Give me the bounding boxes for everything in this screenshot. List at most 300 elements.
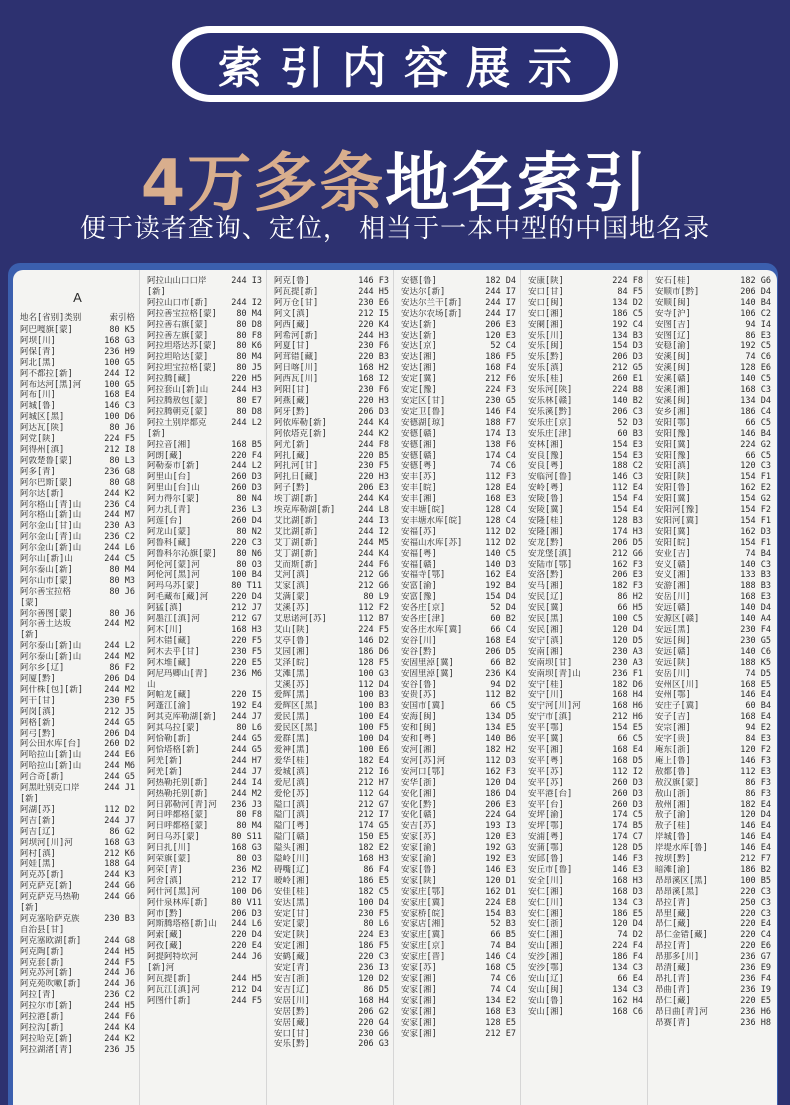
place-name: 阿尔乡[辽] [20, 663, 65, 674]
grid-reference: 162 D1 [485, 886, 516, 897]
index-entry [655, 451, 771, 462]
place-name: 艾河[滇] [274, 570, 310, 581]
index-entry [274, 461, 389, 472]
grid-reference: 236 C2 [104, 532, 135, 543]
place-name: [新] [147, 286, 166, 297]
grid-reference: 212 I5 [358, 308, 389, 319]
place-name: 安民[冀] [528, 603, 564, 614]
grid-reference: 212 G7 [358, 799, 389, 810]
index-entry [147, 887, 262, 898]
index-entry [528, 396, 643, 407]
index-entry [274, 309, 389, 320]
index-entry [274, 1039, 389, 1050]
place-name: 安顺[闽] [655, 297, 691, 308]
grid-reference: 244 J6 [104, 968, 135, 979]
index-entry [655, 505, 771, 516]
grid-reference: 182 D6 [612, 679, 643, 690]
index-entry [147, 789, 262, 800]
place-name: 安阳[皖] [655, 537, 691, 548]
place-name: 阿荣旗[蒙] [147, 854, 192, 865]
place-name: 艾而斯[新] [274, 559, 319, 570]
grid-reference: 206 E3 [485, 799, 516, 810]
grid-reference: 146 E4 [740, 832, 771, 843]
grid-reference: 112 B7 [358, 614, 389, 625]
place-name: 安和[粤] [401, 734, 437, 745]
grid-reference: 206 D5 [485, 646, 516, 657]
place-name: 安溪[赣] [655, 374, 691, 385]
place-name: 安口[甘] [274, 1028, 310, 1039]
grid-reference: 193 I3 [485, 821, 516, 832]
grid-reference: 212 F6 [485, 374, 516, 385]
index-entry [147, 614, 262, 625]
place-name: 阿拉善宝拉格[蒙] [147, 308, 217, 319]
grid-reference: 212 H7 [358, 777, 389, 788]
place-name: 阿拉腾朝克[蒙] [147, 406, 209, 417]
place-name: 安乐庄[京] [528, 417, 573, 428]
index-entry [20, 750, 135, 761]
index-entry [528, 451, 643, 462]
place-name: 安河口[鄂] [401, 766, 446, 777]
place-name: 隘头[湘] [274, 843, 310, 854]
place-name: 安邱[鲁] [528, 854, 564, 865]
grid-reference: 212 G6 [612, 548, 643, 559]
index-entry [147, 669, 262, 680]
index-entry [655, 483, 771, 494]
index-entry [20, 630, 135, 641]
index-entry [20, 968, 135, 979]
place-name: 阿哈拉山[新]山 [20, 761, 82, 772]
place-name: 安家[陕] [401, 875, 437, 886]
index-entry [655, 745, 771, 756]
column-header-label: 索引格 [109, 313, 135, 323]
header-title: 索引内容展示 [180, 33, 610, 95]
grid-reference: 112 F2 [358, 603, 389, 614]
index-entry [401, 287, 516, 298]
grid-reference: 112 G4 [358, 788, 389, 799]
place-name: 安溪[闽] [655, 352, 691, 363]
index-entry [655, 352, 771, 363]
place-name: 安各庄[京] [401, 603, 446, 614]
place-name: 敖都[鲁] [655, 766, 691, 777]
index-entry [20, 1023, 135, 1034]
index-entry [401, 625, 516, 636]
grid-reference: 80 D8 [236, 406, 262, 417]
grid-reference: 244 G5 [104, 717, 135, 728]
index-entry [20, 794, 135, 805]
grid-reference: 154 D4 [485, 592, 516, 603]
grid-reference: 192 C5 [740, 341, 771, 352]
grid-reference: 244 K4 [358, 494, 389, 505]
grid-reference: 74 C4 [490, 984, 516, 995]
index-entry [655, 1007, 771, 1018]
place-name: 安达尔农场[新] [401, 308, 463, 319]
place-name: 艾比湖[新] [274, 526, 319, 537]
index-entry [528, 287, 643, 298]
place-name: 安定[陕] [274, 930, 310, 941]
place-name: 阿合奇[新] [20, 772, 65, 783]
place-name: 安家庄[京] [401, 941, 446, 952]
grid-reference: 220 K4 [358, 319, 389, 330]
place-name: 阿尔山市[蒙] [20, 575, 73, 586]
grid-reference: 154 E5 [612, 723, 643, 734]
place-name: 安龙[黔] [528, 537, 564, 548]
place-name: 爱民[黑] [274, 712, 310, 723]
grid-reference: 168 I2 [358, 374, 389, 385]
grid-reference: 182 G6 [740, 276, 771, 286]
place-name: 安阳[冀] [655, 439, 691, 450]
place-name: 自治县[甘] [20, 924, 65, 935]
index-entry [147, 658, 262, 669]
place-name: 阿尔善图[蒙] [20, 608, 73, 619]
place-name: 爱神[黑] [274, 744, 310, 755]
place-name: 阿尔金山[青]山 [20, 532, 82, 543]
grid-reference: 146 F3 [612, 854, 643, 865]
grid-reference: 220 H3 [358, 395, 389, 406]
place-name: 阿娃[黑] [20, 859, 56, 870]
place-name: 安吉[苏] [401, 821, 437, 832]
index-entry [655, 756, 771, 767]
index-entry [528, 363, 643, 374]
place-name: 安丰[湘] [401, 494, 437, 505]
index-entry [147, 985, 262, 996]
place-name: 阿子[黔] [274, 483, 310, 494]
index-entry [528, 734, 643, 745]
index-entry [528, 440, 643, 451]
place-name: 埃丁湖[新] [274, 494, 319, 505]
grid-reference: 244 M2 [104, 619, 135, 630]
grid-reference: 224 F8 [612, 276, 643, 286]
index-entry [274, 483, 389, 494]
grid-reference: 244 E6 [104, 750, 135, 761]
grid-reference: 244 H5 [231, 974, 262, 984]
index-entry [655, 723, 771, 734]
place-name: 安良[粤] [528, 461, 564, 472]
grid-reference: 236 C4 [104, 499, 135, 510]
place-name: 昂仁[藏] [655, 995, 691, 1006]
place-name: 安义[湘] [655, 570, 691, 581]
grid-reference: 80 K6 [236, 341, 262, 352]
grid-reference: 212 D4 [231, 984, 262, 995]
place-name: 安口[闽] [528, 297, 564, 308]
grid-reference: 66 H5 [617, 603, 643, 614]
index-entry [274, 592, 389, 603]
grid-reference: 140 C5 [740, 374, 771, 385]
index-entry [655, 876, 771, 887]
grid-reference: 134 E2 [485, 995, 516, 1006]
place-name: 安坪[渝] [528, 810, 564, 821]
grid-reference: 206 D3 [358, 406, 389, 417]
grid-reference: 168 E3 [485, 1006, 516, 1017]
place-name: 阿达瓦[陕] [20, 423, 65, 434]
place-name: 安家桥[皖] [401, 908, 446, 919]
grid-reference: 220 H5 [231, 374, 262, 385]
grid-reference: 244 K4 [358, 548, 389, 559]
index-entry [655, 996, 771, 1007]
place-name: 安家[湘] [401, 1017, 437, 1028]
place-name: 隘门[赣] [274, 832, 310, 843]
place-name: 安化[赣] [401, 810, 437, 821]
grid-reference: 80 V11 [231, 897, 262, 908]
place-name: 艾思诺河[苏] [274, 614, 327, 625]
grid-reference: 212 I8 [104, 444, 135, 455]
place-name: 阿扎[藏] [274, 450, 310, 461]
grid-reference: 230 F5 [358, 908, 389, 919]
place-name: 安平[鄂] [528, 723, 564, 734]
index-entry [147, 876, 262, 887]
place-name: 安乐河[陕] [528, 385, 573, 396]
place-name: 阿伦河[蒙]河 [147, 559, 200, 570]
place-name: 阿拉[青] [20, 990, 56, 1001]
place-name: 隘门[滇] [274, 810, 310, 821]
index-entry [147, 341, 262, 352]
grid-reference: 140 B4 [740, 297, 771, 308]
grid-reference: 146 D2 [358, 635, 389, 646]
grid-reference: 74 B4 [745, 548, 771, 559]
grid-reference: 154 F1 [740, 515, 771, 526]
grid-reference: 146 F4 [485, 406, 516, 417]
place-name: 安福山水库[苏] [401, 537, 463, 548]
place-name: 安家[渝] [401, 854, 437, 865]
index-entry [655, 952, 771, 963]
grid-reference: 236 F1 [612, 668, 643, 679]
index-entry [274, 385, 389, 396]
place-name: 暧岭[湘] [274, 875, 310, 886]
index-entry [147, 734, 262, 745]
place-name: 昂昂溪[黑] [655, 886, 700, 897]
place-name: 安家[湘] [401, 1028, 437, 1039]
place-name: 艾丁湖[新] [274, 537, 319, 548]
index-entry [401, 963, 516, 974]
place-name: 安平[苏] [528, 777, 564, 788]
grid-reference: 220 B3 [358, 352, 389, 363]
place-name: 阿拉山口市[新] [147, 297, 209, 308]
index-entry [20, 652, 135, 663]
place-name: 安定[青] [274, 963, 310, 974]
index-entry [274, 581, 389, 592]
grid-reference: 100 E4 [358, 712, 389, 723]
index-entry [274, 603, 389, 614]
index-entry [147, 843, 262, 854]
grid-reference: 244 G5 [231, 734, 262, 745]
place-name: 阿什株[包][新] [20, 684, 83, 695]
place-name: 阿克萨克[新] [20, 881, 73, 892]
place-name: 阿保[青] [20, 346, 56, 357]
place-name: 阿图什[新] [147, 995, 192, 1006]
place-name: 安仁[湘] [528, 930, 564, 941]
grid-reference: 236 I3 [358, 963, 389, 974]
place-name: 岸堤水库[鲁] [655, 843, 708, 854]
place-name: 阿猛[滇] [147, 603, 183, 614]
place-name: 安宁[桂] [528, 679, 564, 690]
grid-reference: 244 I2 [231, 297, 262, 308]
place-name: 阿拉沟[新] [20, 1023, 65, 1033]
index-entry [528, 647, 643, 658]
grid-reference: 224 E8 [485, 897, 516, 908]
index-entry [655, 832, 771, 843]
index-entry [528, 745, 643, 756]
index-entry [401, 494, 516, 505]
index-entry [655, 472, 771, 483]
grid-reference: 236 G8 [104, 466, 135, 477]
grid-reference: 80 M4 [236, 308, 262, 319]
index-entry [147, 396, 262, 407]
index-entry [274, 418, 389, 429]
grid-reference: 236 H8 [740, 1017, 771, 1028]
place-name: 安沙[鄂] [528, 963, 564, 974]
place-name: 阿坝[川] [20, 335, 56, 346]
index-entry [655, 701, 771, 712]
place-name: 安全[川] [528, 875, 564, 886]
index-entry [274, 756, 389, 767]
index-entry [655, 429, 771, 440]
grid-reference: 100 D4 [358, 734, 389, 745]
index-entry [20, 696, 135, 707]
index-entry [528, 418, 643, 429]
grid-reference: 74 C6 [745, 352, 771, 363]
grid-reference: 120 F2 [740, 744, 771, 755]
place-name: 阿尔金山[甘]山 [20, 521, 82, 532]
place-name: 安山[湘] [528, 941, 564, 952]
place-name: 安德[赣] [401, 428, 437, 439]
grid-reference: 86 D5 [363, 984, 389, 995]
place-name: [新] [20, 793, 39, 804]
grid-reference: 236 G7 [740, 952, 771, 963]
grid-reference: 244 F6 [104, 1012, 135, 1023]
index-entry [20, 685, 135, 696]
grid-reference: 100 D4 [358, 897, 389, 908]
grid-reference: 230 F5 [231, 646, 262, 657]
place-name: [新] [20, 903, 39, 914]
grid-reference: 212 K6 [104, 848, 135, 859]
index-entry [20, 390, 135, 401]
grid-reference: 244 H5 [104, 1001, 135, 1012]
grid-reference [260, 287, 262, 298]
grid-reference: 134 D4 [740, 395, 771, 406]
grid-reference: 134 C3 [612, 963, 643, 974]
grid-reference [133, 925, 135, 936]
grid-reference [260, 963, 262, 974]
index-entry [274, 527, 389, 538]
index-entry [528, 1007, 643, 1018]
index-entry [528, 712, 643, 723]
index-entry [655, 363, 771, 374]
index-entry [655, 789, 771, 800]
index-entry [147, 560, 262, 571]
index-entry [401, 658, 516, 669]
grid-reference: 220 C3 [358, 952, 389, 963]
index-entry [147, 756, 262, 767]
index-entry [655, 734, 771, 745]
grid-reference: 244 M7 [104, 510, 135, 521]
index-entry [147, 549, 262, 560]
grid-reference: 140 A4 [740, 614, 771, 625]
grid-reference: 244 G8 [104, 935, 135, 946]
index-entry [274, 1029, 389, 1040]
index-entry [274, 549, 389, 560]
place-name: 安隆[桂] [528, 515, 564, 526]
grid-reference: 112 E3 [740, 766, 771, 777]
place-name: 艾滩[黑] [274, 668, 310, 679]
place-name: 安各庄水库[冀] [401, 625, 463, 635]
index-entry [655, 669, 771, 680]
grid-reference: 206 G3 [358, 1039, 389, 1050]
place-name: 安福[苏] [401, 526, 437, 537]
place-name: 爱辉[黑] [274, 690, 310, 701]
place-name: 爱辉区[黑] [274, 701, 319, 712]
grid-reference: 84 E3 [745, 734, 771, 745]
grid-reference: 128 B3 [612, 515, 643, 526]
grid-reference: 230 A3 [612, 646, 643, 657]
place-name: 昂日曲[青]河 [655, 1006, 708, 1017]
place-name: 阿莲[台] [147, 515, 183, 526]
grid-reference: 182 C5 [358, 886, 389, 897]
place-name: 安洛[黔] [528, 570, 564, 581]
grid-reference: 244 K2 [358, 428, 389, 439]
place-name: 昂仁[藏] [655, 919, 691, 930]
grid-reference: 186 C4 [740, 406, 771, 417]
index-entry [20, 325, 135, 336]
place-name: 安宁河[川]河 [528, 701, 581, 712]
index-entry [401, 941, 516, 952]
place-name: 阿玛乌苏[蒙] [147, 581, 200, 592]
index-entry [20, 401, 135, 412]
index-entry [274, 952, 389, 963]
place-name: 阿不都拉[新] [20, 368, 73, 379]
grid-reference: 230 G5 [485, 395, 516, 406]
place-name: 阿夏[甘] [274, 341, 310, 352]
grid-reference: 100 F5 [358, 723, 389, 734]
grid-reference: 260 D4 [231, 515, 262, 526]
place-name: 阿斯腾塔格[新]山 [147, 919, 217, 930]
index-entry [528, 309, 643, 320]
place-name: 敖子[桂] [655, 821, 691, 832]
index-entry [528, 592, 643, 603]
grid-reference: 192 C4 [612, 319, 643, 330]
index-entry [20, 445, 135, 456]
index-entry [655, 800, 771, 811]
index-entry [274, 570, 389, 581]
grid-reference: 230 F5 [104, 695, 135, 706]
place-name: 安乐[黔] [528, 352, 564, 363]
grid-reference: 244 J7 [231, 766, 262, 777]
index-entry [20, 958, 135, 969]
grid-reference: 244 C5 [104, 554, 135, 565]
place-name: 阿热勒托别[新] [147, 777, 209, 788]
grid-reference: 260 D2 [104, 739, 135, 750]
index-entry [655, 810, 771, 821]
grid-reference: 84 F5 [617, 286, 643, 297]
grid-reference: 134 D5 [485, 712, 516, 723]
index-entry [528, 385, 643, 396]
index-entry [401, 690, 516, 701]
index-entry [147, 592, 262, 603]
index-entry [274, 778, 389, 789]
place-name: 阿西[藏] [274, 319, 310, 330]
grid-reference: 250 C3 [740, 897, 771, 908]
index-entry [655, 767, 771, 778]
place-name: 安乐林[赣] [528, 395, 573, 406]
headline-accent: 4万多条 [140, 147, 386, 221]
grid-reference: 168 G3 [104, 837, 135, 848]
place-name: 安固里淖[冀] [401, 657, 454, 668]
grid-reference: 236 H6 [740, 1006, 771, 1017]
grid-reference: 80 E7 [236, 395, 262, 406]
index-entry [274, 494, 389, 505]
index-entry [147, 636, 262, 647]
place-name: 阿格[新] [20, 717, 56, 728]
place-name: 阿布[川] [20, 390, 56, 401]
grid-reference: 224 G2 [740, 439, 771, 450]
